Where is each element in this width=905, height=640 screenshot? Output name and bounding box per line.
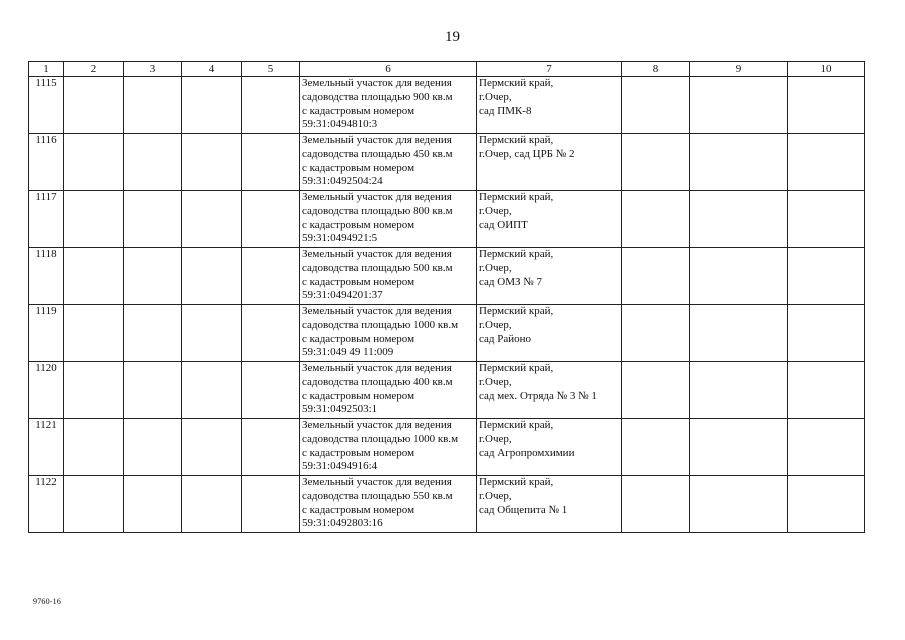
- column-3-cell: [124, 191, 182, 248]
- column-4-cell: [182, 248, 242, 305]
- property-description-cell: Земельный участок для ведения садоводства площадью 400 кв.м с кадастровым номером 59:31:0492503:1: [300, 362, 477, 419]
- column-3-cell: [124, 305, 182, 362]
- row-number-cell: 1115: [29, 77, 64, 134]
- property-address-cell: Пермский край, г.Очер, сад Агропромхимии: [477, 419, 622, 476]
- column-3-cell: [124, 419, 182, 476]
- column-10-cell: [788, 362, 865, 419]
- property-description-cell: Земельный участок для ведения садоводства площадью 800 кв.м с кадастровым номером 59:31:0494921:5: [300, 191, 477, 248]
- column-4-cell: [182, 305, 242, 362]
- column-9-cell: [690, 362, 788, 419]
- table-row: [29, 476, 865, 533]
- column-8-cell: [622, 362, 690, 419]
- column-10-cell: [788, 419, 865, 476]
- column-9-cell: [690, 134, 788, 191]
- column-8-cell: [622, 305, 690, 362]
- column-8-cell: [622, 191, 690, 248]
- column-2-cell: [64, 476, 124, 533]
- column-header: 2: [64, 62, 124, 77]
- row-number-cell: 1120: [29, 362, 64, 419]
- property-address-cell: Пермский край, г.Очер, сад Общепита № 1: [477, 476, 622, 533]
- column-2-cell: [64, 248, 124, 305]
- column-5-cell: [242, 134, 300, 191]
- column-10-cell: [788, 134, 865, 191]
- column-2-cell: [64, 305, 124, 362]
- column-5-cell: [242, 248, 300, 305]
- column-9-cell: [690, 419, 788, 476]
- table-row: [29, 248, 865, 305]
- column-4-cell: [182, 476, 242, 533]
- column-header: 5: [242, 62, 300, 77]
- footer-document-code: 9760-16: [33, 597, 62, 606]
- column-9-cell: [690, 191, 788, 248]
- column-10-cell: [788, 191, 865, 248]
- property-description-cell: Земельный участок для ведения садоводства площадью 1000 кв.м с кадастровым номером 59:31:049 49 11:009: [300, 305, 477, 362]
- column-10-cell: [788, 476, 865, 533]
- column-5-cell: [242, 191, 300, 248]
- column-3-cell: [124, 476, 182, 533]
- column-8-cell: [622, 476, 690, 533]
- column-10-cell: [788, 248, 865, 305]
- row-number-cell: 1117: [29, 191, 64, 248]
- column-header: 10: [788, 62, 865, 77]
- table-row: [29, 362, 865, 419]
- column-header: 3: [124, 62, 182, 77]
- property-description-cell: Земельный участок для ведения садоводства площадью 1000 кв.м с кадастровым номером 59:31:0494916:4: [300, 419, 477, 476]
- table-row: [29, 305, 865, 362]
- column-2-cell: [64, 77, 124, 134]
- column-5-cell: [242, 305, 300, 362]
- row-number-cell: 1118: [29, 248, 64, 305]
- property-description-cell: Земельный участок для ведения садоводства площадью 900 кв.м с кадастровым номером 59:31:0494810:3: [300, 77, 477, 134]
- column-header: 9: [690, 62, 788, 77]
- page-number: 19: [445, 29, 460, 45]
- property-description-cell: Земельный участок для ведения садоводства площадью 500 кв.м с кадастровым номером 59:31:0494201:37: [300, 248, 477, 305]
- table-row: [29, 134, 865, 191]
- register-body: [29, 77, 865, 533]
- column-header: 1: [29, 62, 64, 77]
- column-3-cell: [124, 248, 182, 305]
- property-register-table: [28, 61, 865, 533]
- column-5-cell: [242, 476, 300, 533]
- column-3-cell: [124, 77, 182, 134]
- column-header: 4: [182, 62, 242, 77]
- row-number-cell: 1119: [29, 305, 64, 362]
- property-description-cell: Земельный участок для ведения садоводства площадью 550 кв.м с кадастровым номером 59:31:0492803:16: [300, 476, 477, 533]
- property-address-cell: Пермский край, г.Очер, сад мех. Отряда № 3 № 1: [477, 362, 622, 419]
- column-number-row: [29, 62, 865, 77]
- column-4-cell: [182, 419, 242, 476]
- property-address-cell: Пермский край, г.Очер, сад ОМЗ № 7: [477, 248, 622, 305]
- column-9-cell: [690, 305, 788, 362]
- column-8-cell: [622, 248, 690, 305]
- property-address-cell: Пермский край, г.Очер, сад ПМК-8: [477, 77, 622, 134]
- property-address-cell: Пермский край, г.Очер, сад ЦРБ № 2: [477, 134, 622, 191]
- row-number-cell: 1121: [29, 419, 64, 476]
- table-row: [29, 77, 865, 134]
- column-5-cell: [242, 419, 300, 476]
- row-number-cell: 1122: [29, 476, 64, 533]
- column-3-cell: [124, 362, 182, 419]
- column-2-cell: [64, 134, 124, 191]
- column-8-cell: [622, 419, 690, 476]
- column-10-cell: [788, 305, 865, 362]
- column-5-cell: [242, 362, 300, 419]
- column-4-cell: [182, 134, 242, 191]
- column-header: 8: [622, 62, 690, 77]
- column-2-cell: [64, 419, 124, 476]
- column-2-cell: [64, 362, 124, 419]
- property-address-cell: Пермский край, г.Очер, сад Районо: [477, 305, 622, 362]
- column-4-cell: [182, 362, 242, 419]
- column-5-cell: [242, 77, 300, 134]
- column-3-cell: [124, 134, 182, 191]
- column-4-cell: [182, 77, 242, 134]
- column-header: 6: [300, 62, 477, 77]
- column-9-cell: [690, 248, 788, 305]
- column-4-cell: [182, 191, 242, 248]
- table-row: [29, 191, 865, 248]
- row-number-cell: 1116: [29, 134, 64, 191]
- column-8-cell: [622, 134, 690, 191]
- column-header: 7: [477, 62, 622, 77]
- column-9-cell: [690, 476, 788, 533]
- column-9-cell: [690, 77, 788, 134]
- column-10-cell: [788, 77, 865, 134]
- property-address-cell: Пермский край, г.Очер, сад ОИПТ: [477, 191, 622, 248]
- column-2-cell: [64, 191, 124, 248]
- table-row: [29, 419, 865, 476]
- column-8-cell: [622, 77, 690, 134]
- property-description-cell: Земельный участок для ведения садоводства площадью 450 кв.м с кадастровым номером 59:31:0492504:24: [300, 134, 477, 191]
